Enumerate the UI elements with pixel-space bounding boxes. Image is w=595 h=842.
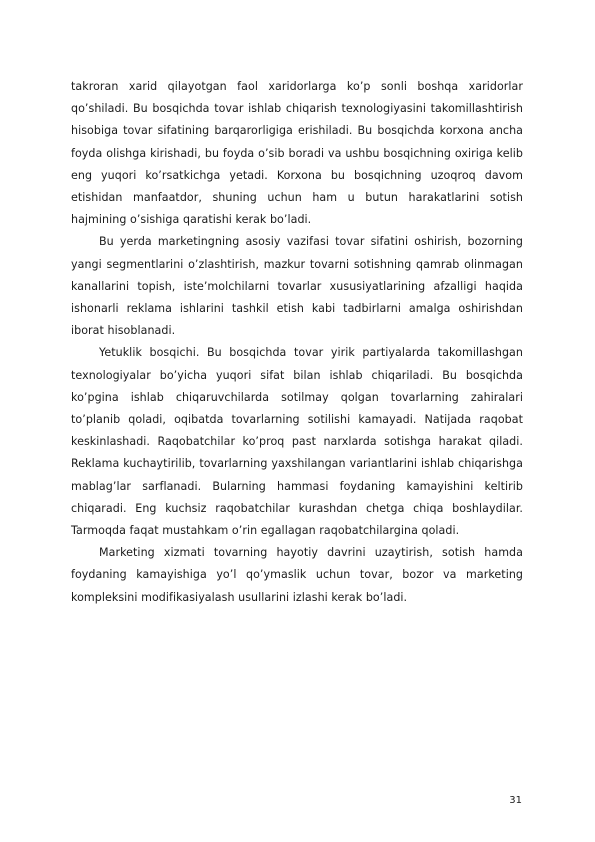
paragraph: Bu yerda marketingning asosiy vazifasi tovar sifatini oshirish, bozorning yangi segmentlarini o’zlashtirish, mazkur tovarni sotishning qamrab olinmagan kanallarini topish, iste’molchilarni tovarlar xususiyatlarining afzalligi haqida ishonarli reklama ishlarini tashkil etish kabi tadbirlarni amalga oshirishdan iborat hisoblanadi. — [71, 235, 523, 338]
document-body — [71, 76, 523, 609]
page-number: 31 — [509, 795, 522, 806]
paragraph: Marketing xizmati tovarning hayotiy davrini uzaytirish, sotish hamda foydaning kamayishiga yo’l qo’ymaslik uchun tovar, bozor va marketing kompleksini modifikasiyalash usullarini izlashi kerak bo’ladi. — [71, 546, 523, 604]
paragraph: takroran xarid qilayotgan faol xaridorlarga ko’p sonli boshqa xaridorlar qo’shiladi. Bu bosqichda tovar ishlab chiqarish texnologiyasini takomillashtirish hisobiga tovar sifatining barqarorligiga erishiladi. Bu bosqichda korxona ancha foyda olishga kirishadi, bu foyda o’sib boradi va ushbu bosqichning oxiriga kelib eng yuqori ko’rsatkichga yetadi. Korxona bu bosqichning uzoqroq davom etishidan manfaatdor, shuning uchun ham u butun harakatlarini sotish hajmining o’sishiga qaratishi kerak bo’ladi. — [71, 80, 523, 227]
paragraph: Yetuklik bosqichi. Bu bosqichda tovar yirik partiyalarda takomillashgan texnologiyalar bo’yicha yuqori sifat bilan ishlab chiqariladi. Bu bosqichda ko’pgina ishlab chiqaruvchilarda sotilmay qolgan tovarlarning zahiralari to’planib qoladi, oqibatda tovarlarning sotilishi kamayadi. Natijada raqobat keskinlashadi. Raqobatchilar ko’proq past narxlarda sotishga harakat qiladi. Reklama kuchaytirilib, tovarlarning yaxshilangan variantlarini ishlab chiqarishga mablag’lar sarflanadi. Bularning hammasi foydaning kamayishini keltirib chiqaradi. Eng kuchsiz raqobatchilar kurashdan chetga chiqa boshlaydilar. Tarmoqda faqat mustahkam o’rin egallagan raqobatchilargina qoladi. — [71, 346, 523, 538]
